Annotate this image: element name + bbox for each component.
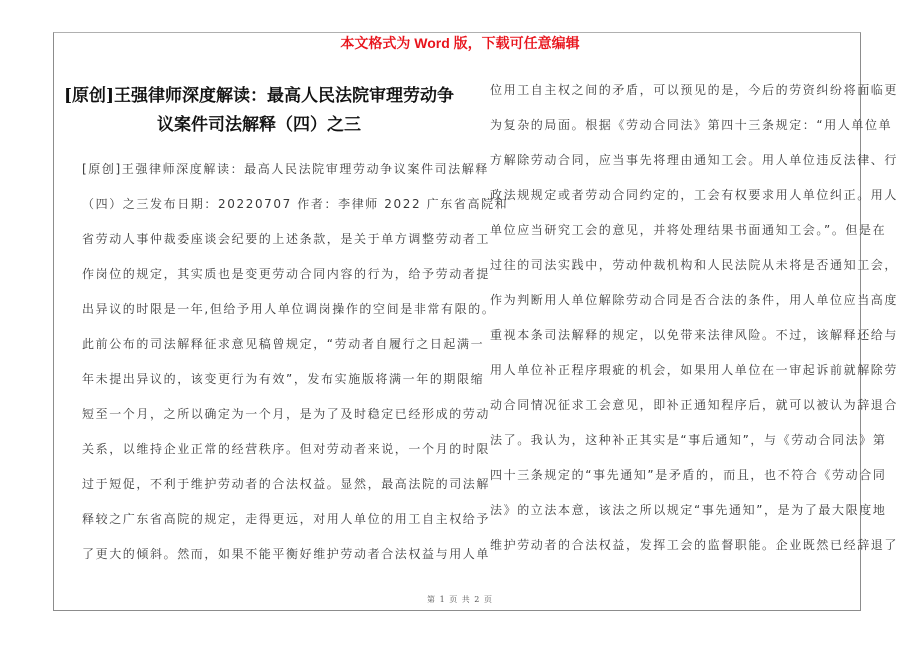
left-line-5: 出异议的时限是一年,但给予用人单位调岗操作的空间是非常有限的。 bbox=[82, 302, 496, 316]
right-line-12: 四十三条规定的“事先通知”是矛盾的，而且，也不符合《劳动合同 bbox=[490, 468, 887, 482]
page-number-footer: 第 1 页 共 2 页 bbox=[427, 595, 493, 604]
right-line-3: 方解除劳动合同，应当事先将理由通知工会。用人单位违反法律、行 bbox=[490, 153, 899, 167]
left-line-9: 关系，以维持企业正常的经营秩序。但对劳动者来说，一个月的时限 bbox=[82, 442, 491, 456]
right-line-10: 动合同情况征求工会意见，即补正通知程序后，就可以被认为辞退合 bbox=[490, 398, 899, 412]
left-line-12: 了更大的倾斜。然而，如果不能平衡好维护劳动者合法权益与用人单 bbox=[82, 547, 491, 561]
left-line-11: 释较之广东省高院的规定，走得更远，对用人单位的用工自主权给予 bbox=[82, 512, 491, 526]
right-line-14: 维护劳动者的合法权益，发挥工会的监督职能。企业既然已经辞退了 bbox=[490, 538, 899, 552]
left-line-8: 短至一个月，之所以确定为一个月，是为了及时稳定已经形成的劳动 bbox=[82, 407, 491, 421]
left-line-4: 作岗位的规定，其实质也是变更劳动合同内容的行为，给予劳动者提 bbox=[82, 267, 491, 281]
right-line-9: 用人单位补正程序瑕疵的机会，如果用人单位在一审起诉前就解除劳 bbox=[490, 363, 899, 377]
right-line-13: 法》的立法本意，该法之所以规定“事先通知”，是为了最大限度地 bbox=[490, 503, 887, 517]
left-line-10: 过于短促，不利于维护劳动者的合法权益。显然，最高法院的司法解 bbox=[82, 477, 491, 491]
left-line-6: 此前公布的司法解释征求意见稿曾规定，“劳动者自履行之日起满一 bbox=[82, 337, 485, 351]
left-line-1: [原创]王强律师深度解读：最高人民法院审理劳动争议案件司法解释 bbox=[82, 162, 489, 176]
right-line-4: 政法规规定或者劳动合同约定的，工会有权要求用人单位纠正。用人 bbox=[490, 188, 899, 202]
word-format-banner: 本文格式为 Word 版，下载可任意编辑 bbox=[340, 35, 580, 51]
right-line-6: 过往的司法实践中，劳动仲裁机构和人民法院从未将是否通知工会， bbox=[490, 258, 899, 272]
left-line-3: 省劳动人事仲裁委座谈会纪要的上述条款，是关于单方调整劳动者工 bbox=[82, 232, 491, 246]
title-line-2: 议案件司法解释（四）之三 bbox=[157, 115, 361, 135]
title-line-1: [原创]王强律师深度解读：最高人民法院审理劳动争 bbox=[63, 86, 455, 106]
right-line-2: 为复杂的局面。根据《劳动合同法》第四十三条规定：“用人单位单 bbox=[490, 118, 893, 132]
right-line-11: 法了。我认为，这种补正其实是“事后通知”，与《劳动合同法》第 bbox=[490, 433, 887, 447]
right-line-7: 作为判断用人单位解除劳动合同是否合法的条件，用人单位应当高度 bbox=[490, 293, 899, 307]
left-line-7: 年未提出异议的，该变更行为有效”，发布实施版将满一年的期限缩 bbox=[82, 372, 485, 386]
right-line-8: 重视本条司法解释的规定，以免带来法律风险。不过，该解释还给与 bbox=[490, 328, 899, 342]
left-line-2: （四）之三发布日期：20220707 作者：李律师 2022 广东省高院和 bbox=[82, 197, 509, 211]
right-line-5: 单位应当研究工会的意见，并将处理结果书面通知工会。”。但是在 bbox=[490, 223, 887, 237]
right-line-1: 位用工自主权之间的矛盾，可以预见的是，今后的劳资纠纷将面临更 bbox=[490, 83, 899, 97]
